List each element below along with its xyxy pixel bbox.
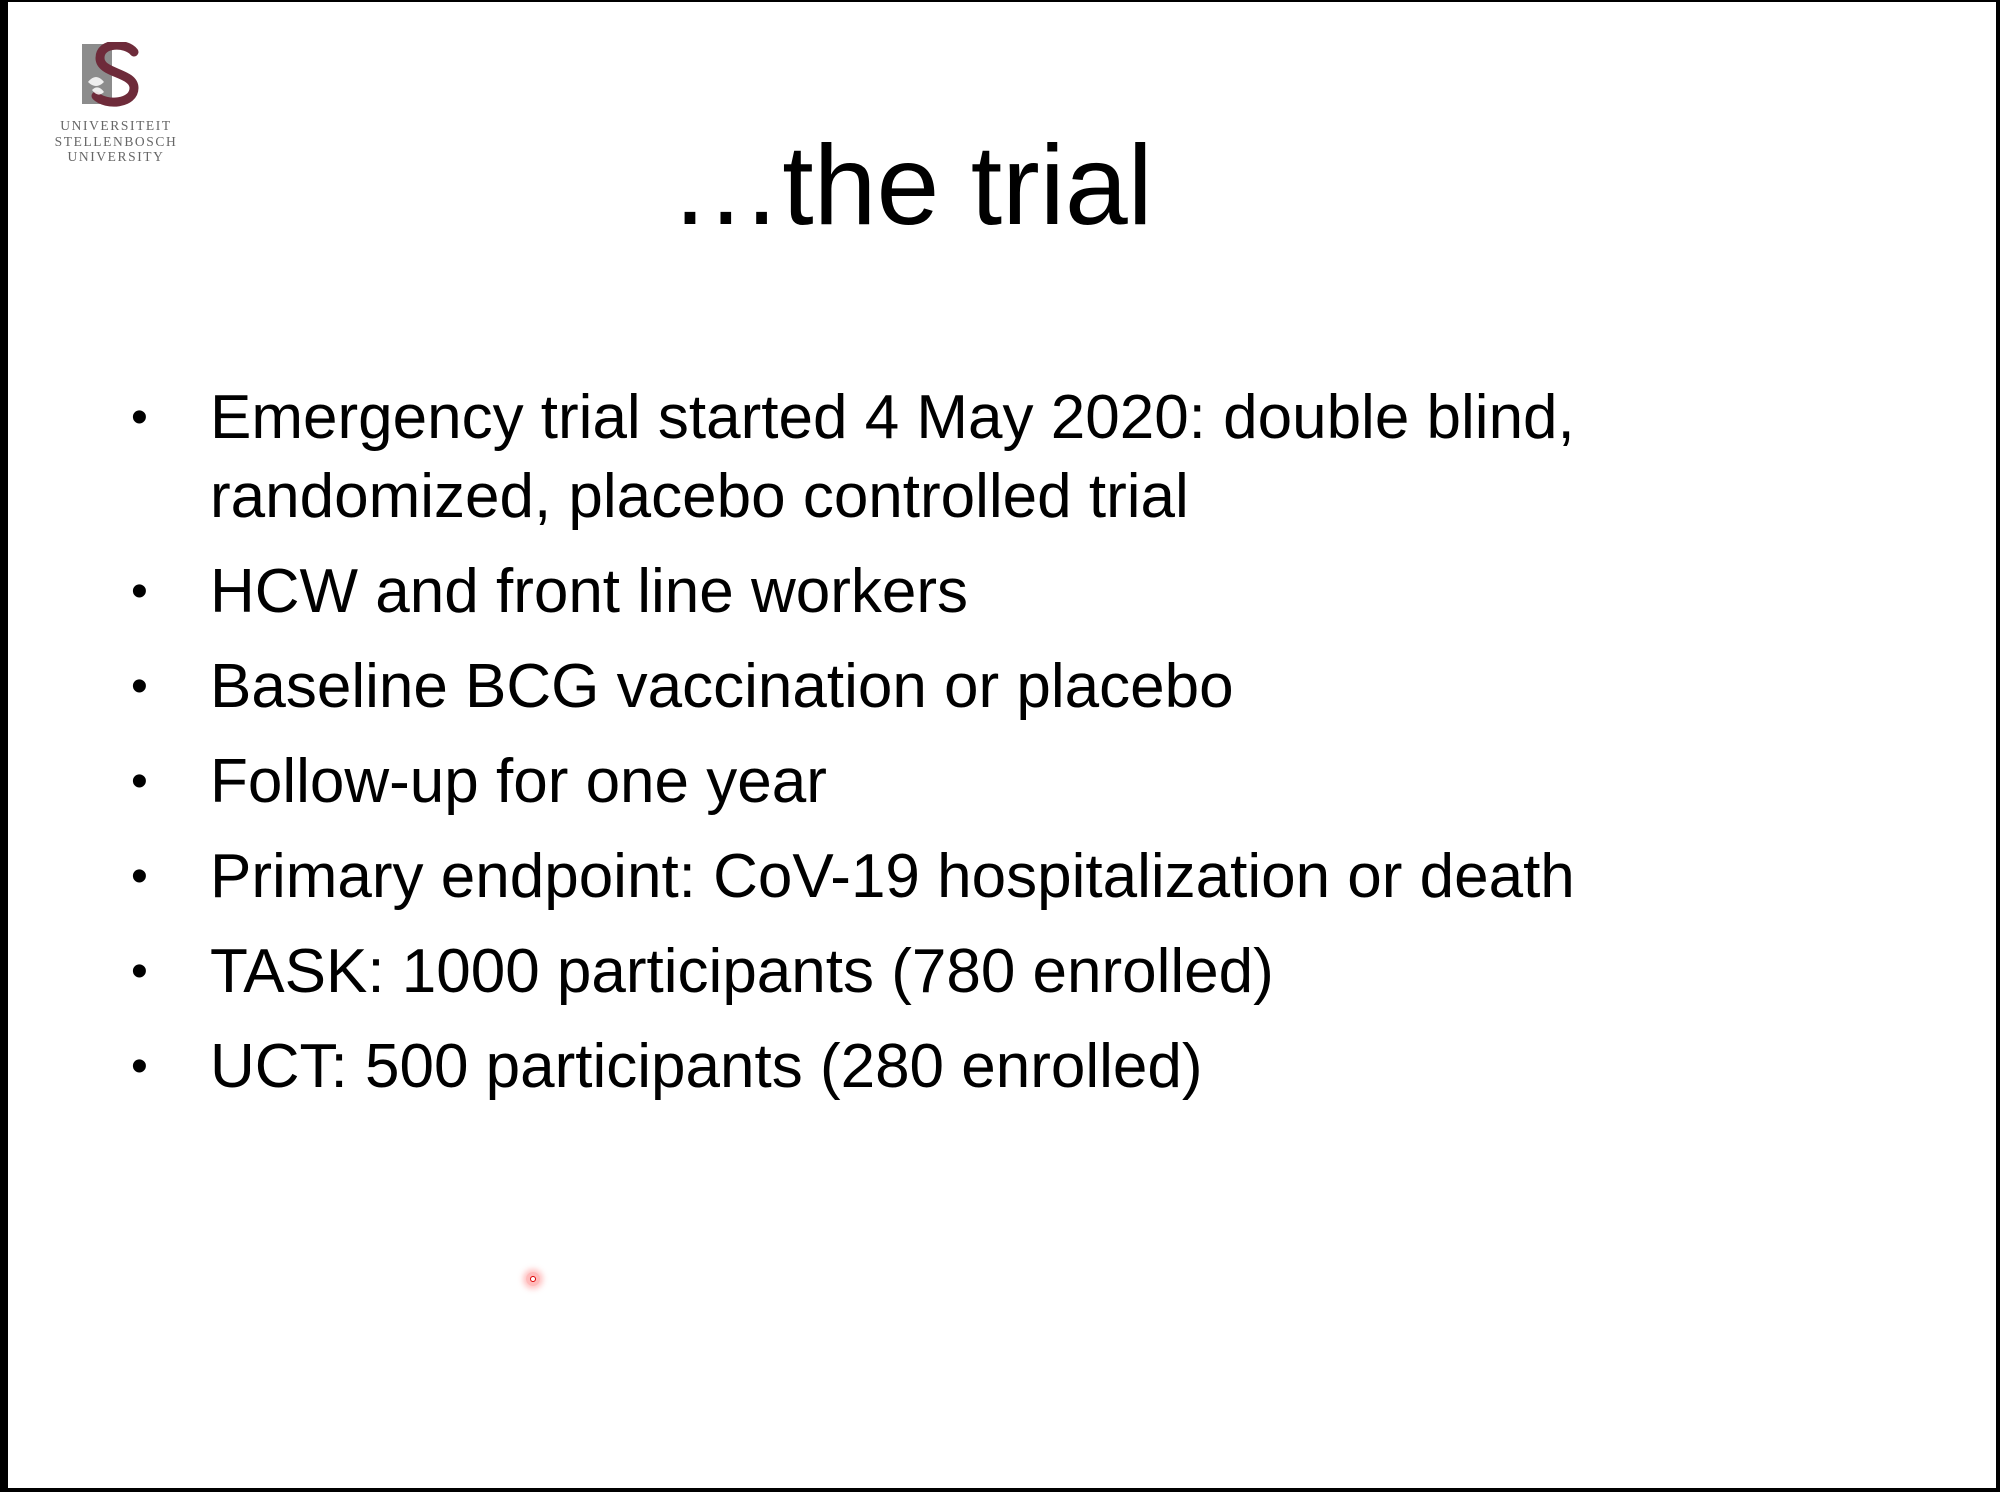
slide-title: …the trial (669, 122, 1153, 248)
bullet-icon: • (131, 945, 148, 998)
bullet-icon: • (131, 755, 148, 808)
bullet-item (126, 837, 1826, 916)
bullet-icon: • (131, 1040, 148, 1093)
bullet-icon: • (131, 565, 148, 618)
logo-line: UNIVERSITEIT (60, 118, 172, 133)
bullet-item (126, 378, 1826, 536)
bullet-text: TASK: 1000 participants (780 enrolled) (210, 937, 1274, 1006)
bullet-item (126, 647, 1826, 726)
logo-line: UNIVERSITY (67, 149, 165, 164)
bullet-icon: • (131, 391, 148, 444)
bullet-item (126, 932, 1826, 1011)
slide (8, 2, 1996, 1488)
bullet-icon: • (131, 660, 148, 713)
bullet-text: HCW and front line workers (210, 557, 969, 626)
laser-pointer-icon (526, 1272, 540, 1286)
logo-line: STELLENBOSCH (54, 133, 178, 149)
bullet-item (126, 742, 1826, 821)
bullet-text: UCT: 500 participants (280 enrolled) (210, 1032, 1203, 1101)
bullet-text: Primary endpoint: CoV-19 hospitalization or death (210, 842, 1575, 911)
bullet-list (126, 378, 1826, 1122)
bullet-icon: • (131, 850, 148, 903)
bullet-text: Baseline BCG vaccination or placebo (210, 652, 1234, 721)
bullet-item (126, 552, 1826, 631)
bullet-text: Emergency trial started 4 May 2020: double blind, randomized, placebo controlled trial (210, 383, 1575, 531)
bullet-item (126, 1027, 1826, 1106)
bullet-text: Follow-up for one year (210, 747, 827, 816)
stellenbosch-s-logo-icon (82, 42, 144, 108)
